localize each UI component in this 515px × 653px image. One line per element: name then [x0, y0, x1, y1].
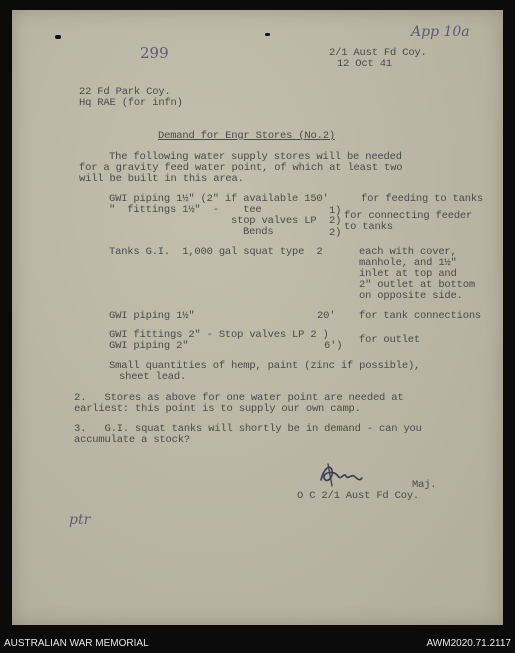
item-gwi-piping-tank: GWI piping 1½"	[109, 310, 195, 322]
item-purpose-connecting-1: for connecting feeder	[344, 210, 473, 222]
item-gwi-piping-tank-qty: 20'	[317, 310, 336, 322]
item-gwi-fittings-2: GWI fittings 2" - Stop valves LP 2 )	[109, 329, 329, 341]
page-reference: App 10a	[411, 24, 470, 40]
from-unit: 2/1 Aust Fd Coy.	[329, 47, 427, 59]
item-purpose-outlet: for outlet	[359, 334, 421, 346]
intro-line-3: will be built in this area.	[79, 173, 244, 185]
signatory-unit: O C 2/1 Aust Fd Coy.	[297, 490, 420, 502]
paragraph-2-line-1: 2. Stores as above for one water point are needed at	[74, 392, 404, 404]
item-brace-3: 2)	[329, 227, 342, 239]
signature	[318, 460, 364, 490]
item-purpose-feeding: for feeding to tanks	[361, 193, 484, 205]
tanks-desc-1: each with cover,	[359, 246, 457, 258]
footer-credit: AUSTRALIAN WAR MEMORIAL	[4, 638, 149, 649]
item-purpose-connecting-2: to tanks	[344, 221, 393, 233]
intro-line-2: for a gravity feed water point, of which at least two	[79, 162, 403, 174]
document-date: 12 Oct 41	[337, 58, 392, 70]
tanks-desc-5: on opposite side.	[359, 290, 463, 302]
addressee-line-2: Hq RAE (for infn)	[79, 97, 183, 109]
addressee-line-1: 22 Fd Park Coy.	[79, 86, 171, 98]
item-gwi-piping: GWI piping 1½" (2" if available 150'	[109, 193, 329, 205]
item-gwi-piping-2: GWI piping 2"	[109, 340, 189, 352]
document-title: Demand for Engr Stores (No.2)	[158, 130, 335, 142]
small-quantities-2: sheet lead.	[119, 371, 187, 383]
footer-accession: AWM2020.71.2117	[426, 638, 511, 649]
tanks-desc-3: inlet at top and	[359, 268, 457, 280]
paragraph-2-line-2: earliest: this point is to supply our own camp.	[74, 403, 361, 415]
item-stop-valves: stop valves LP	[231, 215, 317, 227]
document-page	[12, 10, 503, 625]
item-bends: Bends	[243, 226, 274, 238]
paragraph-3-line-2: accumulate a stock?	[74, 434, 190, 446]
punch-hole-right	[265, 33, 270, 36]
item-purpose-tank-connections: for tank connections	[359, 310, 482, 322]
punch-hole-left	[55, 35, 61, 39]
tanks-desc-2: manhole, and 1½"	[359, 257, 457, 269]
small-quantities-1: Small quantities of hemp, paint (zinc if possible),	[109, 360, 421, 372]
signatory-rank: Maj.	[412, 479, 437, 491]
item-gwi-piping-2-qty: 6')	[324, 340, 343, 352]
item-brace-2: 2)	[329, 215, 342, 227]
intro-line-1: The following water supply stores will be needed	[109, 151, 402, 163]
margin-note: ptr	[69, 512, 91, 528]
paragraph-3-line-1: 3. G.I. squat tanks will shortly be in demand - can you	[74, 423, 422, 435]
tanks-desc-4: 2" outlet at bottom	[359, 279, 475, 291]
item-tanks: Tanks G.I. 1,000 gal squat type 2	[109, 246, 323, 258]
item-fittings: " fittings 1½" - tee	[109, 204, 262, 216]
item-brace-1: 1)	[329, 205, 342, 217]
folio-number: 299	[140, 44, 169, 62]
